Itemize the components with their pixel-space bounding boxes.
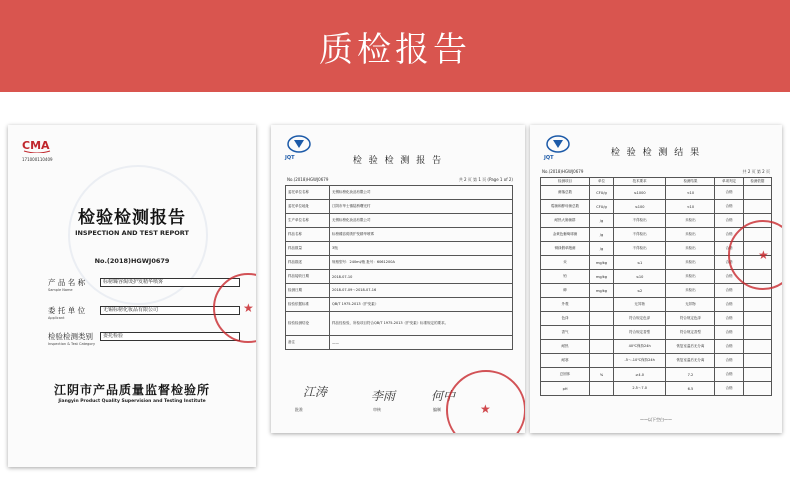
table-cell: 合格 [715, 242, 743, 256]
detail-table [285, 185, 513, 350]
row-value: 标榜臻容焗烫护发精华喷雾 [330, 228, 513, 242]
signature-compile: 何中 [431, 389, 456, 403]
table-row [541, 382, 772, 396]
field-label: 产 品 名 称 [48, 278, 86, 287]
table-cell: 未检出 [666, 270, 715, 284]
table-cell: 色泽 [541, 312, 590, 326]
table-cell: mg/kg [590, 270, 614, 284]
cover-subtitle: INSPECTION AND TEST REPORT [75, 229, 189, 237]
jqt-logo-text: JQT [544, 155, 554, 161]
row-label: 检验检测结论 [286, 312, 330, 336]
field-category [48, 331, 95, 346]
field-value: 委托检验 [100, 332, 240, 341]
cma-icon [22, 137, 52, 153]
org-name: 江阴市产品质量监督检验所 [53, 383, 210, 397]
table-cell: 无异物 [666, 298, 715, 312]
row-label: 检测日期 [286, 284, 330, 298]
table-cell [590, 382, 614, 396]
table-cell: 未检出 [666, 284, 715, 298]
table-cell: 合格 [715, 186, 743, 200]
table-cell [743, 382, 771, 396]
row-value: 2018-07-09～2018-07-16 [330, 284, 513, 298]
table-cell: 砷 [541, 284, 590, 298]
field-value: 标榜臻容焗烫护发精华喷雾 [100, 278, 240, 287]
table-cell: 恢复室温后无分离 [666, 354, 715, 368]
table-cell: /g [590, 242, 614, 256]
table-cell: 铜绿假单胞菌 [541, 242, 590, 256]
field-sample-name [48, 277, 85, 292]
table-row [541, 186, 772, 200]
table-cell [743, 186, 771, 200]
table-cell: <10 [666, 186, 715, 200]
row-value: 江阴市华士镇陆桥曙光村 [330, 200, 513, 214]
table-row [286, 270, 513, 284]
table-cell: pH [541, 382, 590, 396]
table-cell: 总固体 [541, 368, 590, 382]
table-cell: 合格 [715, 368, 743, 382]
table-cell: 符合规定香型 [666, 326, 715, 340]
table-cell: 合格 [715, 256, 743, 270]
field-label: 检验检测类别 [48, 332, 93, 341]
table-cell: 符合规定色泽 [613, 312, 666, 326]
table-cell [743, 354, 771, 368]
row-label: 委托单位地址 [286, 200, 330, 214]
row-value: 2018-07-10 [330, 270, 513, 284]
table-cell [743, 200, 771, 214]
table-row [286, 200, 513, 214]
row-label: 样品数量 [286, 242, 330, 256]
table-cell: /g [590, 214, 614, 228]
table-cell: ≤10 [613, 270, 666, 284]
table-cell: 未检出 [666, 214, 715, 228]
report-cover-page [8, 125, 256, 467]
results-report-number: No.(2018)HGWJ0679 [542, 169, 584, 174]
table-row [286, 214, 513, 228]
table-cell: 金黄色葡萄球菌 [541, 228, 590, 242]
column-header: 单位 [590, 178, 614, 186]
table-cell: 合格 [715, 214, 743, 228]
results-title: 检 验 检 测 结 果 [610, 148, 702, 158]
table-cell: 未检出 [666, 242, 715, 256]
sign-label-review: 审核 [373, 407, 381, 412]
table-row [286, 256, 513, 270]
table-cell: 霉菌和酵母菌总数 [541, 200, 590, 214]
row-label: 样品名称 [286, 228, 330, 242]
field-label: 委 托 单 位 [48, 306, 86, 315]
header-banner [0, 0, 790, 92]
table-row [286, 228, 513, 242]
table-row [286, 242, 513, 256]
detail-report-number: No.(2018)HGWJ0679 [287, 177, 329, 182]
cover-title: 检验检测报告 [78, 208, 186, 228]
table-cell [590, 312, 614, 326]
detail-page-info: 共 2 页 第 1 页 (Page 1 of 2) [458, 177, 513, 182]
table-cell [590, 298, 614, 312]
row-value: 样品经检验，所检项目符合QB/T 1975-2013《护发素》标准规定的要求。 [330, 312, 513, 336]
table-cell: 符合规定香型 [613, 326, 666, 340]
table-cell: 耐寒 [541, 354, 590, 368]
report-results-page [530, 125, 782, 433]
column-header: 检测项目 [541, 178, 590, 186]
seal-star-icon: ★ [480, 402, 491, 416]
field-applicant [48, 305, 85, 320]
official-seal [446, 370, 525, 433]
table-cell: 合格 [715, 228, 743, 242]
table-row [541, 200, 772, 214]
table-cell: 符合规定色泽 [666, 312, 715, 326]
results-table [540, 177, 772, 396]
table-cell [590, 340, 614, 354]
table-cell: 合格 [715, 326, 743, 340]
row-label: 生产单位名称 [286, 214, 330, 228]
table-cell: 未检出 [666, 256, 715, 270]
table-cell: ≥4.0 [613, 368, 666, 382]
table-header-row [541, 178, 772, 186]
table-cell: % [590, 368, 614, 382]
table-cell: 恢复室温后无分离 [666, 340, 715, 354]
table-cell: mg/kg [590, 284, 614, 298]
table-cell: 合格 [715, 340, 743, 354]
table-row [541, 368, 772, 382]
field-sublabel: Sample Name [48, 288, 73, 292]
table-cell: 耐热大肠菌群 [541, 214, 590, 228]
table-cell: 不得检出 [613, 228, 666, 242]
table-cell: <10 [666, 200, 715, 214]
table-cell: 40℃保持24h [613, 340, 666, 354]
table-cell [743, 368, 771, 382]
table-cell: 合格 [715, 284, 743, 298]
row-label: 委托单位名称 [286, 186, 330, 200]
cma-logo [22, 137, 52, 153]
table-cell: 合格 [715, 382, 743, 396]
table-cell: CFU/g [590, 200, 614, 214]
banner-title: 质检报告 [319, 29, 471, 70]
sign-label-approve: 批准 [295, 407, 303, 412]
table-cell: 7.2 [666, 368, 715, 382]
table-cell: 外观 [541, 298, 590, 312]
table-row [541, 298, 772, 312]
table-row [286, 186, 513, 200]
table-cell: /g [590, 228, 614, 242]
table-cell: 不得检出 [613, 242, 666, 256]
row-label: 样品接收日期 [286, 270, 330, 284]
column-header: 检测结果 [666, 178, 715, 186]
jqt-logo [287, 135, 309, 153]
seal-star-icon: ★ [758, 248, 769, 262]
jqt-logo-text: JQT [285, 155, 295, 161]
report-detail-page [271, 125, 525, 433]
field-value: 无锡标榜化妆品有限公司 [100, 306, 240, 315]
row-value: 无锡标榜化妆品有限公司 [330, 186, 513, 200]
row-value: QB/T 1975-2013《护发素》 [330, 298, 513, 312]
table-row [541, 354, 772, 368]
row-value: 无锡标榜化妆品有限公司 [330, 214, 513, 228]
table-row [541, 326, 772, 340]
column-header: 检测依据 [743, 178, 771, 186]
results-footer: ——以下空白—— [640, 417, 672, 422]
table-cell [743, 326, 771, 340]
table-cell: ≤2 [613, 284, 666, 298]
table-cell: ≤100 [613, 200, 666, 214]
table-cell [590, 326, 614, 340]
table-row [541, 340, 772, 354]
table-row [541, 312, 772, 326]
table-cell: 2.5～7.0 [613, 382, 666, 396]
results-page-info: 共 2 页 第 2 页 [742, 169, 770, 174]
detail-title: 检 验 检 测 报 告 [352, 156, 444, 166]
table-cell: 合格 [715, 354, 743, 368]
table-cell: 耐热 [541, 340, 590, 354]
table-cell: 汞 [541, 256, 590, 270]
table-cell: mg/kg [590, 256, 614, 270]
table-cell: CFU/g [590, 186, 614, 200]
table-row [541, 284, 772, 298]
field-sublabel: Applicant [48, 316, 65, 320]
table-cell: 合格 [715, 270, 743, 284]
sign-label-compile: 编制 [433, 407, 441, 412]
row-label: 样品描述 [286, 256, 330, 270]
jqt-icon [287, 135, 311, 153]
cover-report-number: No.(2018)HGWJ0679 [94, 257, 170, 265]
column-header: 技术要求 [613, 178, 666, 186]
table-cell: 6.5 [666, 382, 715, 396]
table-cell: 香气 [541, 326, 590, 340]
field-sublabel: Inspection & Test Category [48, 342, 96, 346]
table-cell [743, 312, 771, 326]
row-value: —— [330, 336, 513, 350]
signature-approve: 江涛 [303, 385, 328, 399]
table-cell: ≤1 [613, 256, 666, 270]
column-header: 单项判定 [715, 178, 743, 186]
table-cell: 未检出 [666, 228, 715, 242]
table-cell [743, 298, 771, 312]
table-cell: -5～-10℃保持24h [613, 354, 666, 368]
row-label: 备注 [286, 336, 330, 350]
org-name-en: Jiangyin Product Quality Supervision and Testing Institute [58, 399, 206, 404]
table-row [286, 312, 513, 336]
cert-number: 171000110409 [22, 157, 53, 162]
table-row [286, 298, 513, 312]
table-row [541, 214, 772, 228]
svg-text:CMA: CMA [22, 139, 50, 152]
table-cell: 不得检出 [613, 214, 666, 228]
table-cell: ≤1000 [613, 186, 666, 200]
signature-review: 李雨 [371, 389, 396, 403]
table-cell: 铅 [541, 270, 590, 284]
table-cell [743, 340, 771, 354]
table-cell [590, 354, 614, 368]
seal-star-icon: ★ [243, 301, 254, 315]
table-cell: 合格 [715, 200, 743, 214]
row-label: 检验依据标准 [286, 298, 330, 312]
row-value: 3瓶 [330, 242, 513, 256]
table-row [286, 284, 513, 298]
table-cell: 合格 [715, 298, 743, 312]
table-cell: 菌落总数 [541, 186, 590, 200]
table-row [286, 336, 513, 350]
row-value: 规格型号：240ml/瓶 批号：6061200A [330, 256, 513, 270]
table-cell: 合格 [715, 312, 743, 326]
table-cell: 无异物 [613, 298, 666, 312]
